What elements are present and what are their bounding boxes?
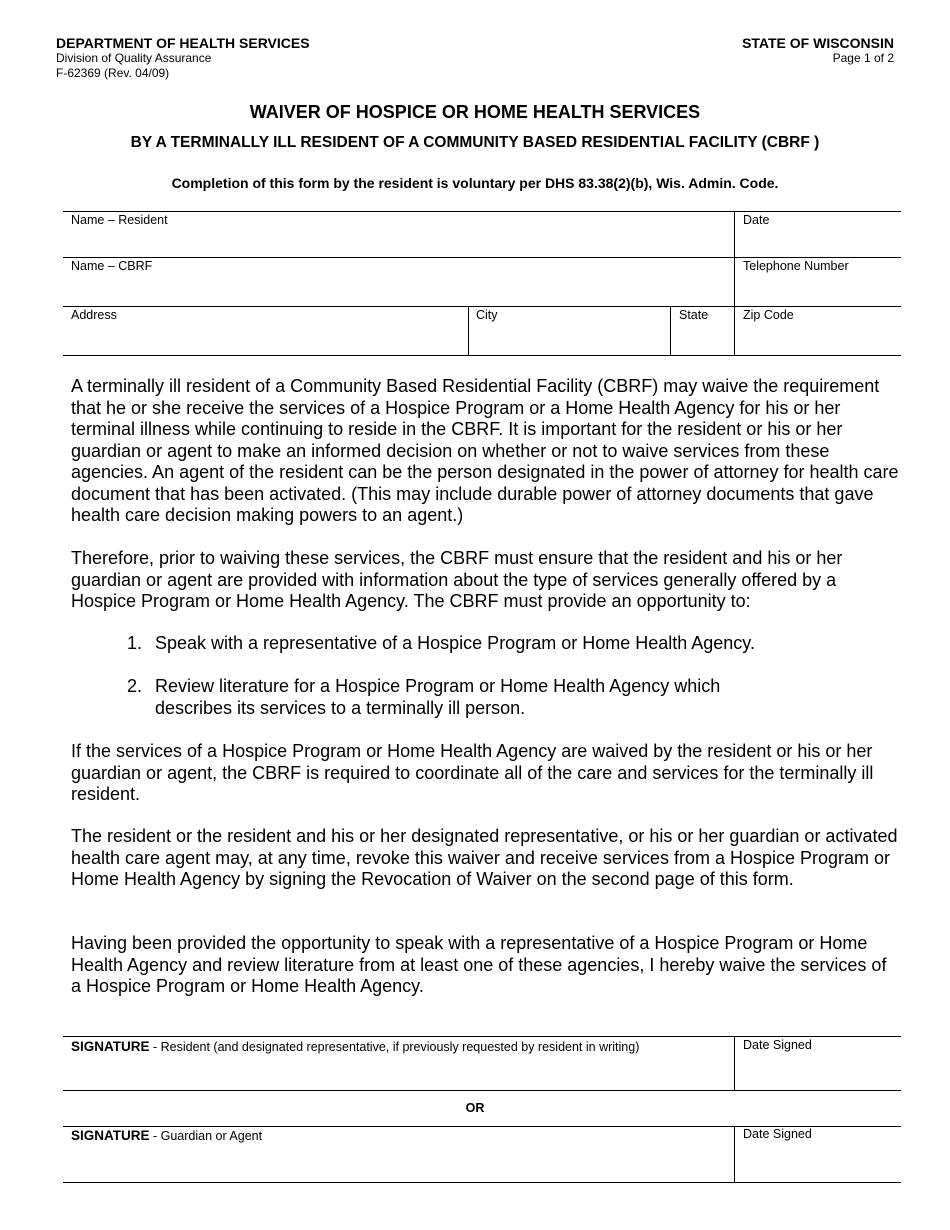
date-field[interactable]: Date xyxy=(743,213,770,227)
telephone-field[interactable]: Telephone Number xyxy=(743,259,849,273)
list-number: 2. xyxy=(127,676,143,696)
divider xyxy=(63,211,901,212)
voluntary-notice: Completion of this form by the resident is voluntary per DHS 83.38(2)(b), Wis. Admin. Code. xyxy=(171,175,779,191)
paragraph-requirements: Therefore, prior to waiving these services, the CBRF must ensure that the resident and his or her guardian or agent are provided with information about the type of services generally offered by a Hospice Program or Home Health Agency. The CBRF must provide an opportunity to: xyxy=(71,548,843,611)
city-field[interactable]: City xyxy=(476,308,498,322)
header-right xyxy=(742,35,894,66)
paragraph-waiver-statement: Having been provided the opportunity to speak with a representative of a Hospice Program or Home Health Agency and review literature from at least one of these agencies, I hereby waive the services of a Hospice Program or Home Health Agency. xyxy=(71,933,887,996)
name-cbrf-field[interactable]: Name – CBRF xyxy=(71,259,153,273)
list-number: 1. xyxy=(127,633,143,653)
signature-label: SIGNATURE xyxy=(71,1128,150,1143)
divider xyxy=(63,1090,901,1091)
division-name: Division of Quality Assurance xyxy=(56,51,212,65)
resident-signature-field[interactable] xyxy=(71,1039,639,1055)
divider xyxy=(63,355,901,356)
paragraph-coordination: If the services of a Hospice Program or Home Health Agency are waived by the resident or his or her guardian or agent, the CBRF is required to coordinate all of the care and services for the terminally ill resident. xyxy=(71,741,874,804)
paragraph-revocation: The resident or the resident and his or her designated representative, or his or her guardian or activated health care agent may, at any time, revoke this waiver and receive services from a Hospice Program or Home Health Agency by signing the Revocation of Waiver on the second page of this form. xyxy=(71,826,898,889)
zip-code-field[interactable]: Zip Code xyxy=(743,308,794,322)
divider xyxy=(670,306,671,356)
page-number: Page 1 of 2 xyxy=(832,51,894,65)
list-item xyxy=(127,633,767,655)
guardian-signature-field[interactable] xyxy=(71,1128,262,1144)
divider xyxy=(734,211,735,356)
list-text: Review literature for a Hospice Program or Home Health Agency which describes its services to a terminally ill person. xyxy=(155,676,721,718)
list-item xyxy=(127,676,767,719)
divider xyxy=(63,306,901,307)
divider xyxy=(734,1036,735,1091)
date-signed-field[interactable]: Date Signed xyxy=(743,1038,812,1052)
divider xyxy=(63,257,901,258)
header-left xyxy=(56,35,310,81)
signature-description: - Resident (and designated representative, if previously requested by resident in writing) xyxy=(149,1040,640,1054)
divider xyxy=(63,1182,901,1183)
paragraph-intro: A terminally ill resident of a Community Based Residential Facility (CBRF) may waive the requirement that he or she receive the services of a Hospice Program or a Home Health Agency for his or her terminal illness while continuing to reside in the CBRF. It is important for the resident or his or her guardian or agent to make an informed decision on whether or not to waive services from these agencies. An agent of the resident can be the person designated in the power of attorney for health care document that has been activated. (This may include durable power of attorney documents that gave health care decision making powers to an agent.) xyxy=(71,376,899,525)
state-field[interactable]: State xyxy=(679,308,709,322)
department-name: DEPARTMENT OF HEALTH SERVICES xyxy=(56,35,310,51)
divider xyxy=(734,1126,735,1183)
form-number: F-62369 (Rev. 04/09) xyxy=(56,66,170,80)
or-separator: OR xyxy=(465,1101,485,1115)
signature-description: - Guardian or Agent xyxy=(149,1129,263,1143)
state-name: STATE OF WISCONSIN xyxy=(742,35,894,51)
divider xyxy=(63,1036,901,1037)
date-signed-field[interactable]: Date Signed xyxy=(743,1127,812,1141)
signature-label: SIGNATURE xyxy=(71,1039,150,1054)
form-title: WAIVER OF HOSPICE OR HOME HEALTH SERVICES xyxy=(249,102,701,122)
address-field[interactable]: Address xyxy=(71,308,117,322)
name-resident-field[interactable]: Name – Resident xyxy=(71,213,168,227)
form-subtitle: BY A TERMINALLY ILL RESIDENT OF A COMMUNITY BASED RESIDENTIAL FACILITY (CBRF ) xyxy=(130,134,820,151)
divider xyxy=(468,306,469,356)
list-text: Speak with a representative of a Hospice Program or Home Health Agency. xyxy=(155,633,755,653)
